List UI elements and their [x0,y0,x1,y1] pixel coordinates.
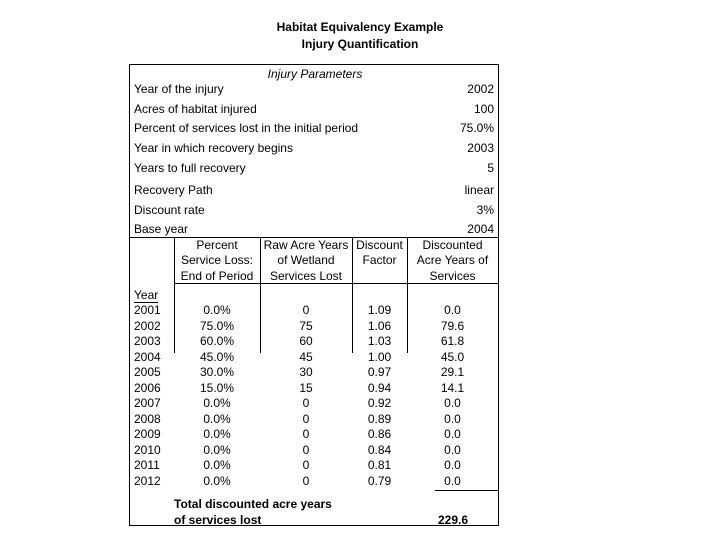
table-cell: 0 [302,303,310,317]
table-cell: 0.86 [367,427,392,441]
table-cell: 0 [302,427,310,441]
param-label: Years to full recovery [134,161,246,175]
table-header-text: Services Lost [269,269,343,283]
param-value: 2003 [467,141,494,155]
table-cell: 0.92 [367,396,392,410]
table-header-text: Percent [196,238,238,252]
table-cell: 15 [299,380,313,395]
table-cell: 0.84 [367,442,392,457]
table-cell: 2004 [134,349,161,364]
table-cell: 0.0% [203,411,231,426]
table-cell: 45.0 [440,349,465,364]
param-value: 3% [476,203,494,217]
param-label: Recovery Path [134,183,213,197]
table-cell: 0.0 [444,303,461,317]
table-cell: 30.0% [199,365,235,379]
param-label: Base year [134,222,189,236]
table-cell: 0.0% [203,473,231,488]
table-header-text: Discount [356,238,403,252]
param-value: 2002 [467,82,494,96]
table-header-text: Services [429,269,476,283]
table-cell: 79.6 [440,318,465,333]
parameters-heading: Injury Parameters [267,67,363,81]
table-cell: 2007 [134,396,161,410]
table-cell: 29.1 [440,365,465,379]
table-cell: 2010 [134,442,161,457]
table-cell: 2006 [134,380,161,395]
param-label: Discount rate [134,203,205,217]
table-header-text: Factor [362,253,397,267]
table-cell: 0.0 [444,427,461,441]
total-label-line-1: Total discounted acre years [174,497,332,511]
table-cell: 0.0 [444,473,461,488]
table-cell: 0.0% [203,396,231,410]
table-cell: 30 [299,365,313,379]
table-cell: 1.09 [367,303,392,317]
table-header-text: Service Loss: [180,253,254,267]
table-cell: 61.8 [440,334,465,348]
title-line-1: Habitat Equivalency Example [276,20,444,34]
injury-table-box [129,64,499,526]
table-cell: 1.00 [367,349,392,364]
table-cell: 0.81 [367,458,392,472]
table-cell: 2008 [134,411,161,426]
table-cell: 0 [302,411,310,426]
table-cell: 0.0% [203,442,231,457]
title-line-2: Injury Quantification [301,37,419,51]
table-cell: 1.06 [367,318,392,333]
table-cell: 75 [299,318,313,333]
table-cell: 14.1 [440,380,465,395]
param-value: 5 [487,161,494,175]
param-value: 100 [473,102,494,116]
table-cell: 75.0% [199,318,235,333]
table-cell: 0.79 [367,473,392,488]
table-header-text: of Wetland [277,253,335,267]
table-cell: 2011 [134,458,160,472]
table-cell: 0.0% [203,458,231,472]
total-rule [435,490,498,491]
table-header-text: Discounted [422,238,483,252]
table-cell: 0.97 [367,365,392,379]
param-label: Year in which recovery begins [134,141,293,155]
table-cell: 2001 [134,303,161,317]
param-value: 2004 [467,222,494,236]
table-cell: 1.03 [367,334,392,348]
total-label-line-2: of services lost [174,513,262,527]
table-cell: 0.0 [444,396,461,410]
param-label: Percent of services lost in the initial period [134,121,359,135]
table-cell: 60 [299,334,313,348]
table-cell: 45 [299,349,313,364]
param-value: linear [464,183,494,197]
table-cell: 0.0 [444,442,461,457]
table-cell: 0.0 [444,411,461,426]
table-header-text: Acre Years of [416,253,489,267]
table-cell: 45.0% [199,349,235,364]
param-label: Year of the injury [134,82,224,96]
table-cell: 2002 [134,318,161,333]
param-label: Acres of habitat injured [134,102,257,116]
table-cell: 2005 [134,365,161,379]
table-cell: 0 [302,473,310,488]
header-underline [174,283,498,284]
table-cell: 0.89 [367,411,392,426]
table-cell: 0.94 [367,380,392,395]
table-cell: 2003 [134,334,161,348]
table-cell: 2012 [134,473,161,488]
table-cell: 0.0% [203,427,231,441]
param-value: 75.0% [459,121,494,135]
table-cell: 2009 [134,427,161,441]
table-cell: 0.0 [444,458,461,472]
total-value: 229.6 [437,513,469,527]
table-header-text: End of Period [180,269,254,283]
table-cell: 0 [302,458,310,472]
table-cell: 0 [302,442,310,457]
table-cell: 0 [302,396,310,410]
table-header-text: Raw Acre Years [263,238,349,252]
table-cell: 60.0% [199,334,235,348]
table-cell: 15.0% [199,380,235,395]
year-label: Year [134,288,159,302]
table-cell: 0.0% [203,303,231,317]
